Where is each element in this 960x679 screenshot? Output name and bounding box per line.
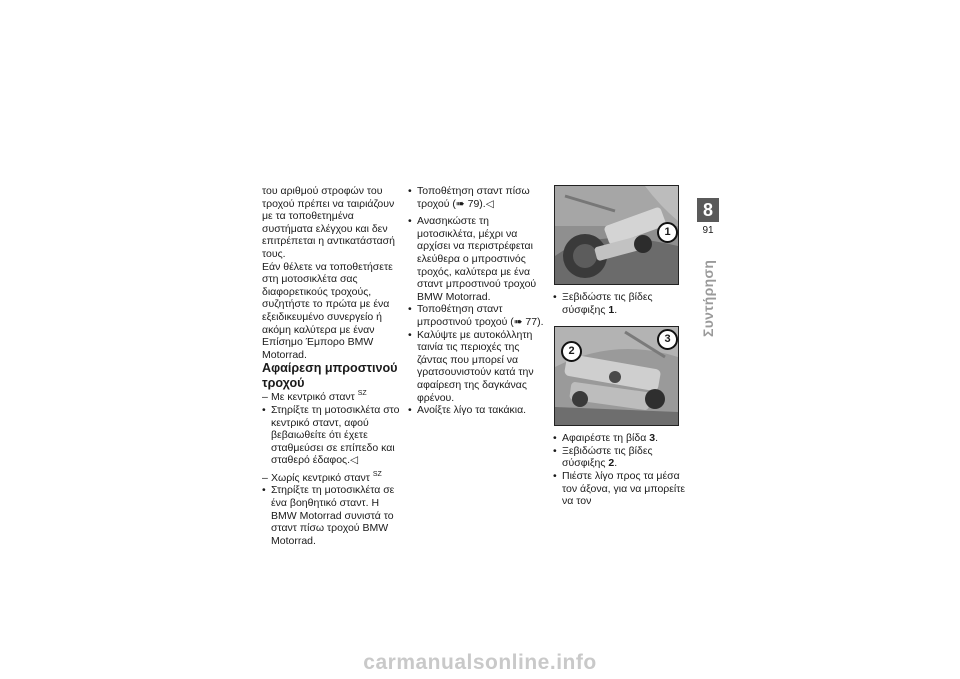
instruction-item: • Τοποθέτηση σταντ μπροστινού τροχού (➠ 77). (408, 303, 546, 328)
instruction-item: • Ανοίξτε λίγο τα τακάκια. (408, 404, 546, 417)
instruction-item: • Ανασηκώστε τη μοτοσικλέτα, μέχρι να αρχίσει να περιστρέφεται ελεύθερα ο μπροστινός τροχός, καλύτερα με ένα σταντ μπροστινού τροχού BMW Motorrad. (408, 215, 546, 303)
instruction-item: • Αφαιρέστε τη βίδα 3. (553, 432, 693, 445)
condition-line: – Με κεντρικό σταντ $^{SZ}$ (262, 391, 404, 404)
instruction-item: • Πιέστε λίγο προς τα μέσα τον άξονα, για να μπορείτε να τον (553, 470, 693, 508)
instruction-item: • Στηρίξτε τη μοτοσικλέτα σε ένα βοηθητικό σταντ. Η BMW Motorrad συνιστά το σταντ πίσω τροχού BMW Motorrad. (262, 484, 404, 547)
instruction-item: • Στηρίξτε τη μοτοσικλέτα στο κεντρικό σταντ, αφού βεβαιωθείτε ότι έχετε σταθμεύσει σε επίπεδο και σταθερό έδαφος.◁ (262, 404, 404, 467)
callout-1: 1 (657, 222, 678, 243)
page-number: 91 (702, 225, 714, 236)
instruction-item: • Ξεβιδώστε τις βίδες σύσφιξης 1. (553, 291, 693, 316)
instruction-item: • Τοποθέτηση σταντ πίσω τροχού (➠ 79).◁ (408, 185, 546, 210)
callout-2: 2 (561, 341, 582, 362)
chapter-tab-label: Συντήρηση (700, 259, 716, 337)
option-code: SZ (357, 390, 367, 398)
option-code: SZ (372, 470, 382, 478)
text-column-left (262, 185, 404, 547)
chapter-number-badge: 8 (697, 198, 719, 222)
photo-brake-caliper-top (554, 185, 679, 285)
section-heading: Αφαίρεση μπροστινού τροχού (262, 361, 398, 391)
instruction-item: • Ξεβιδώστε τις βίδες σύσφιξης 2. (553, 445, 693, 470)
watermark: carmanualsonline.info (363, 651, 597, 674)
photo-axle-bolts (554, 326, 679, 426)
text-column-right (553, 185, 693, 508)
paragraph: Εάν θέλετε να τοποθετήσετε στη μοτοσικλέτα σας διαφορετικούς τροχούς, συζητήστε το πρώτα με ένα εξειδικευμένο συνεργείο ή ακόμη καλύτερα με έναν Επίσημο Έμπορο BMW Motorrad. (262, 260, 393, 361)
paragraph: του αριθμού στροφών του τροχού πρέπει να ταιριάζουν με τα τοποθετημένα συστήματα ελέγχου και δεν επιτρέπεται η αντικατάστασή τους. (262, 185, 395, 260)
instruction-item: • Καλύψτε με αυτοκόλλητη ταινία τις περιοχές της ζάντας που μπορεί να γρατσουνιστούν κατά την αφαίρεση της δαγκάνας φρένου. (408, 329, 546, 405)
text-column-middle (408, 185, 546, 417)
condition-line: – Χωρίς κεντρικό σταντ $^{SZ}$ (262, 472, 404, 485)
callout-3: 3 (657, 329, 678, 350)
